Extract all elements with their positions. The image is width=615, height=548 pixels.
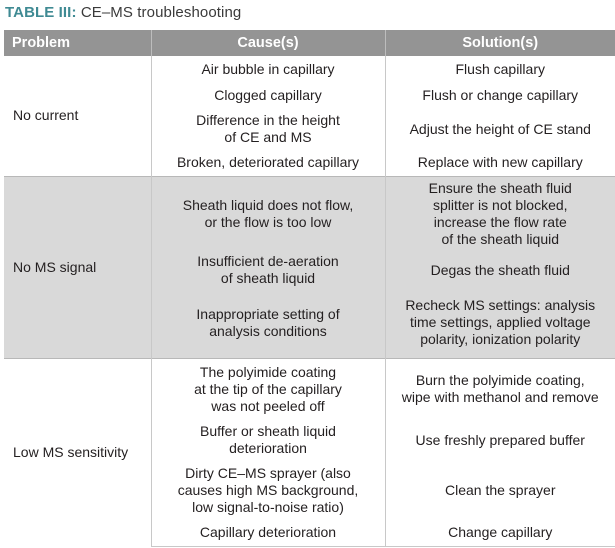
- troubleshooting-table: [4, 30, 615, 547]
- cause-text: Capillary deterioration: [199, 524, 337, 541]
- cause-text: Air bubble in capillary: [201, 60, 335, 77]
- table-label: TABLE III:: [5, 4, 77, 21]
- problem-cell: No MS signal: [4, 176, 151, 358]
- solution-cell: [385, 420, 615, 460]
- group-no-current: [4, 56, 615, 176]
- cause-cell: [151, 82, 385, 108]
- cause-text: Dirty CE–MS sprayer (also causes high MS background, low signal-to-noise ratio): [177, 464, 359, 515]
- table-row: [4, 358, 615, 420]
- cause-cell: [151, 358, 385, 420]
- group-low-ms-sensitivity: [4, 358, 615, 546]
- cause-cell: [151, 288, 385, 358]
- group-no-ms-signal: [4, 176, 615, 358]
- cause-text: Buffer or sheath liquid deterioration: [200, 423, 336, 456]
- cause-cell: [151, 460, 385, 520]
- cause-cell: [151, 108, 385, 150]
- solution-cell: [385, 460, 615, 520]
- cause-text: Sheath liquid does not flow, or the flow is too low: [182, 197, 354, 231]
- table-row: [4, 56, 615, 82]
- table-caption: [5, 3, 241, 23]
- solution-text: Burn the polyimide coating, wipe with methanol and remove: [401, 372, 599, 406]
- solution-text: Adjust the height of CE stand: [409, 120, 591, 137]
- cause-text: Broken, deteriorated capillary: [176, 154, 360, 171]
- solution-header: Solution(s): [385, 30, 615, 56]
- solution-cell: [385, 150, 615, 176]
- cause-text: Inappropriate setting of analysis conditions: [196, 305, 340, 339]
- cause-cell: [151, 150, 385, 176]
- solution-cell: [385, 56, 615, 82]
- solution-text: Recheck MS settings: analysis time settings, applied voltage polarity, ionization polarity: [405, 297, 596, 348]
- solution-cell: [385, 108, 615, 150]
- solution-text: Change capillary: [448, 524, 553, 541]
- solution-cell: [385, 252, 615, 288]
- header-row: [4, 30, 615, 56]
- solution-text: Clean the sprayer: [444, 481, 556, 498]
- solution-cell: [385, 176, 615, 252]
- solution-text: Flush capillary: [455, 60, 545, 77]
- solution-text: Use freshly prepared buffer: [415, 431, 585, 448]
- cause-cell: [151, 520, 385, 546]
- solution-cell: [385, 358, 615, 420]
- cause-text: Insufficient de-aeration of sheath liquid: [197, 253, 339, 286]
- cause-text: Clogged capillary: [214, 86, 322, 103]
- cause-cell: [151, 176, 385, 252]
- table-row: [4, 176, 615, 252]
- cause-text: The polyimide coating at the tip of the capillary was not peeled off: [194, 363, 342, 414]
- cause-cell: [151, 252, 385, 288]
- solution-text: Replace with new capillary: [417, 154, 583, 171]
- cause-cell: [151, 420, 385, 460]
- cause-cell: [151, 56, 385, 82]
- solution-cell: [385, 288, 615, 358]
- solution-cell: [385, 520, 615, 546]
- solution-text: Flush or change capillary: [422, 86, 579, 103]
- cause-header: Cause(s): [151, 30, 385, 56]
- solution-text: Degas the sheath fluid: [430, 261, 570, 278]
- cause-text: Difference in the height of CE and MS: [196, 112, 340, 145]
- solution-cell: [385, 82, 615, 108]
- problem-cell: No current: [4, 56, 151, 176]
- solution-text: Ensure the sheath fluid splitter is not blocked, increase the flow rate of the sheath liquid: [428, 180, 572, 248]
- problem-cell: Low MS sensitivity: [4, 358, 151, 546]
- table-title: CE–MS troubleshooting: [80, 4, 242, 21]
- problem-header: Problem: [4, 30, 151, 56]
